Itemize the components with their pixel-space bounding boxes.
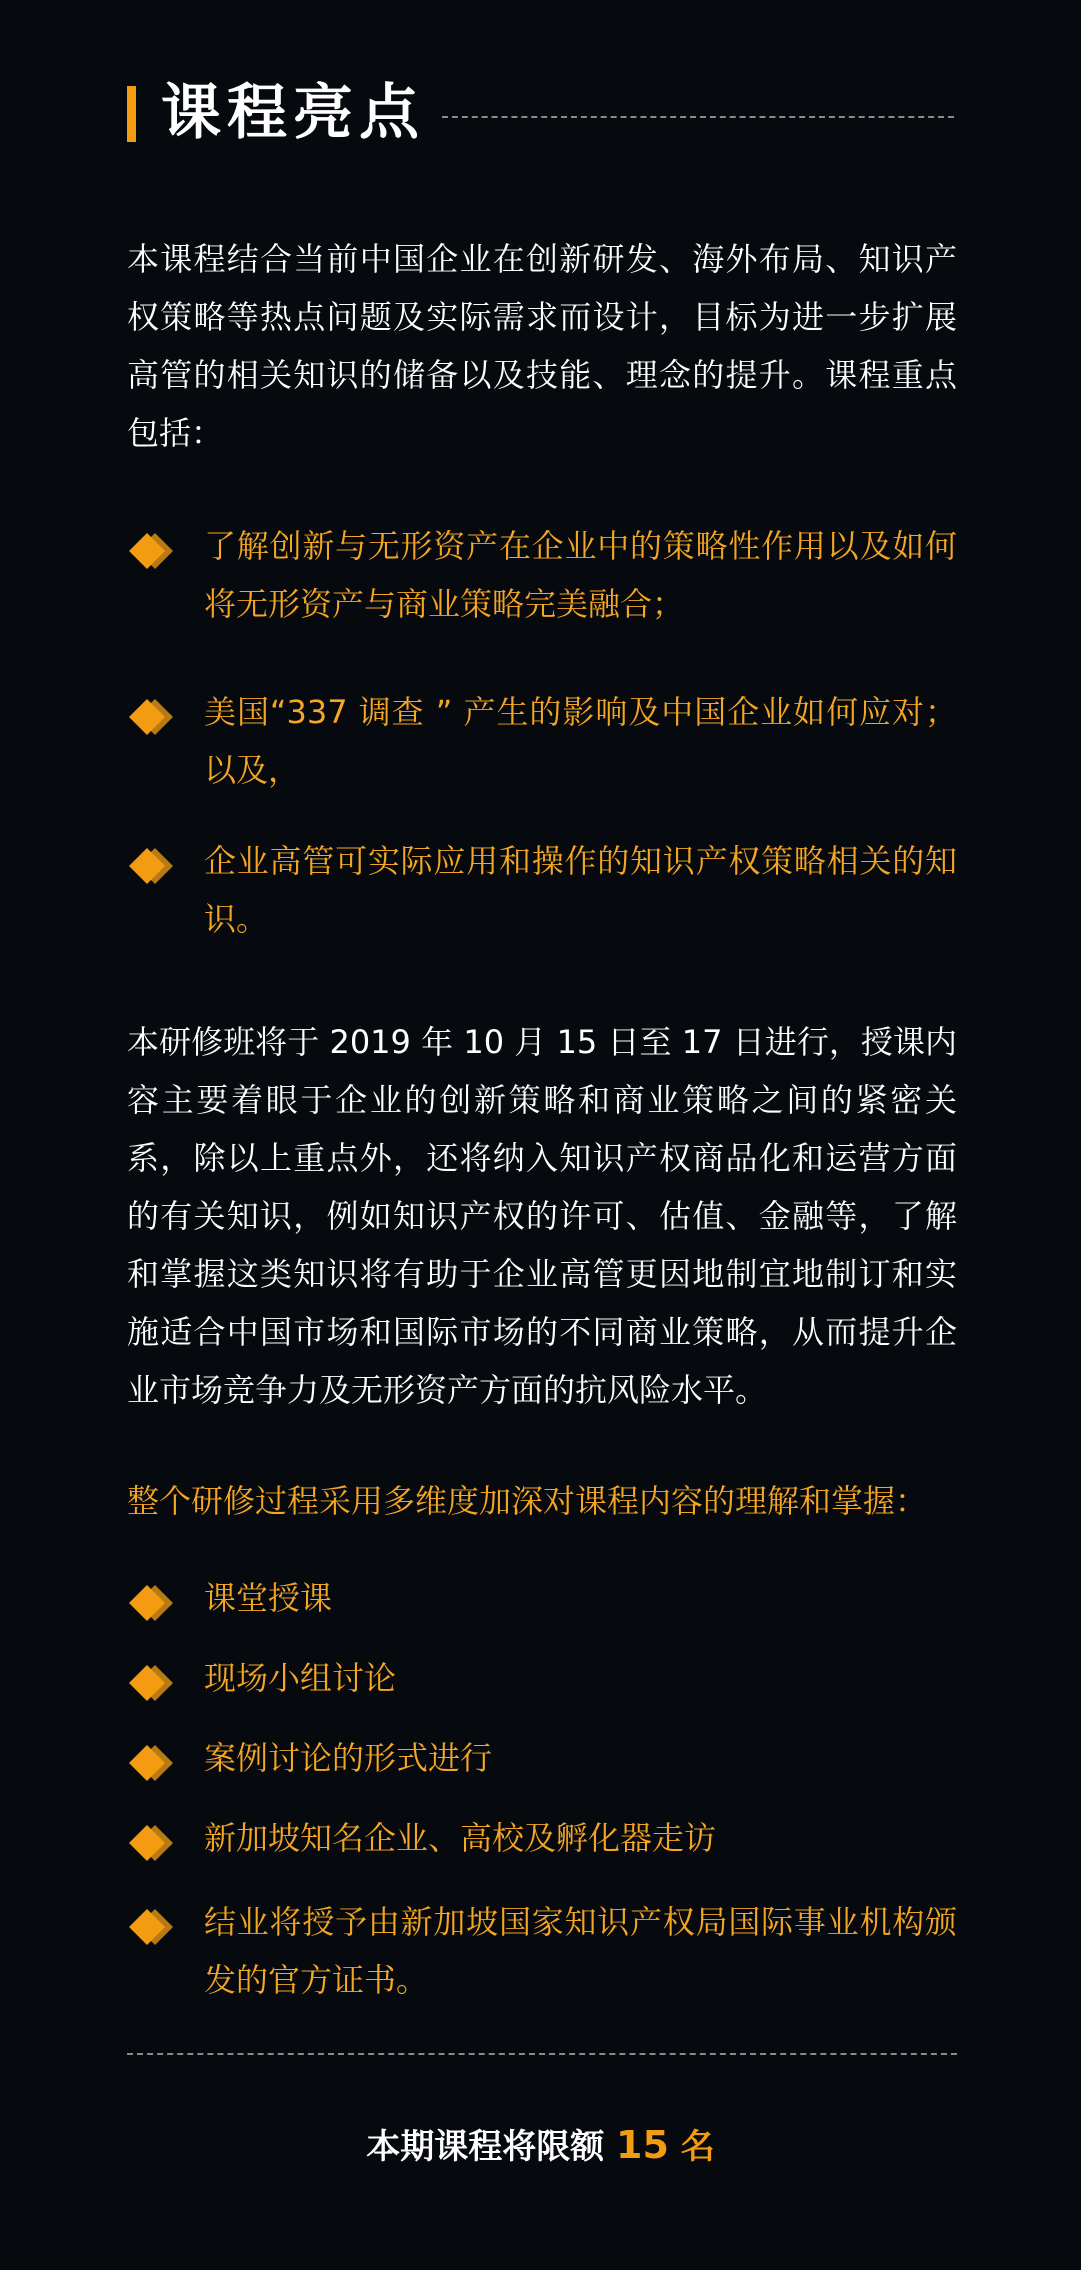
double-diamond-icon xyxy=(127,1743,179,1783)
key-point-text: 企业高管可实际应用和操作的知识产权策略相关的知识。 xyxy=(204,842,957,938)
enrollment-limit xyxy=(0,2120,1081,2172)
double-diamond-icon xyxy=(127,1823,179,1863)
method-text: 结业将授予由新加坡国家知识产权局国际事业机构颁发的官方证书。 xyxy=(204,1903,957,1999)
method-text: 现场小组讨论 xyxy=(204,1659,397,1697)
schedule-paragraph: 本研修班将于 2019 年 10 月 15 日至 17 日进行，授课内容主要着眼于企业的创新策略和商业策略之间的紧密关系，除以上重点外，还将纳入知识产权商品化和运营方面的有关知识，例如知识产权的许可、估值、金融等，了解和掌握这类知识将有助于企业高管更因地制宜地制订和实施适合中国市场和国际市场的不同商业策略，从而提升企业市场竞争力及无形资产方面的抗风险水平。 xyxy=(127,1023,957,1409)
method-text: 课堂授课 xyxy=(204,1579,333,1617)
methods-heading: 整个研修过程采用多维度加深对课程内容的理解和掌握： xyxy=(127,1482,928,1520)
double-diamond-icon xyxy=(127,531,179,571)
enrollment-unit: 名 xyxy=(680,2127,715,2167)
section-title: 课程亮点 xyxy=(161,78,425,148)
double-diamond-icon xyxy=(127,1663,179,1703)
double-diamond-icon xyxy=(127,846,179,886)
double-diamond-icon xyxy=(127,1583,179,1623)
enrollment-prefix: 本期课程将限额 xyxy=(366,2127,605,2167)
key-point-text: 美国“337 调查 ” 产生的影响及中国企业如何应对；以及， xyxy=(204,693,957,789)
footer-divider xyxy=(127,2053,957,2055)
header-divider xyxy=(442,116,954,118)
double-diamond-icon xyxy=(127,697,179,737)
enrollment-count: 15 xyxy=(616,2123,669,2167)
accent-bar xyxy=(127,86,136,142)
method-text: 新加坡知名企业、高校及孵化器走访 xyxy=(204,1819,717,1857)
method-text: 案例讨论的形式进行 xyxy=(204,1739,493,1777)
section-header xyxy=(127,80,954,146)
key-point-text: 了解创新与无形资产在企业中的策略性作用以及如何将无形资产与商业策略完美融合； xyxy=(204,527,957,623)
double-diamond-icon xyxy=(127,1907,179,1947)
intro-paragraph: 本课程结合当前中国企业在创新研发、海外布局、知识产权策略等热点问题及实际需求而设计，目标为进一步扩展高管的相关知识的储备以及技能、理念的提升。课程重点包括： xyxy=(127,240,957,452)
